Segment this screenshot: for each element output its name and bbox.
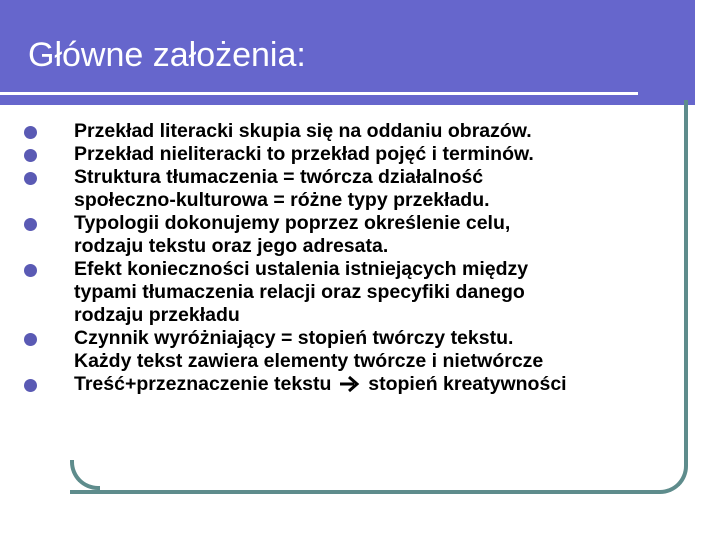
bullet-dot-icon	[24, 218, 37, 231]
bullet-dot-icon	[24, 379, 37, 392]
slide-title: Główne założenia:	[28, 36, 306, 74]
bullet-line: Przekład nieliteracki to przekład pojęć i terminów.	[74, 143, 534, 165]
bullet-line: Każdy tekst zawiera elementy twórcze i nietwórcze	[74, 350, 544, 372]
bullet-item	[24, 327, 684, 373]
bullet-list	[24, 120, 684, 396]
bullet-dot-icon	[24, 333, 37, 346]
bullet-dot-icon	[24, 172, 37, 185]
bullet-line: społeczno-kulturowa = różne typy przekładu.	[74, 189, 490, 211]
bullet-item	[24, 258, 684, 327]
bullet-line: Czynnik wyróżniający = stopień twórczy tekstu.	[74, 327, 514, 349]
bullet-line: Efekt konieczności ustalenia istniejących między	[74, 258, 529, 280]
bullet-dot-icon	[24, 126, 37, 139]
bullet-line: typami tłumaczenia relacji oraz specyfiki danego	[74, 281, 525, 303]
right-arrow-icon	[339, 375, 361, 393]
bullet-item	[24, 166, 684, 212]
bullet-line: Typologii dokonujemy poprzez określenie celu,	[74, 212, 511, 234]
bullet-line: rodzaju tekstu oraz jego adresata.	[74, 235, 389, 257]
last-bullet-text-before: Treść+przeznaczenie tekstu	[74, 373, 332, 395]
bullet-dot-icon	[24, 149, 37, 162]
bullet-item	[24, 120, 684, 143]
title-underline	[0, 92, 638, 95]
last-bullet-text-after: stopień kreatywności	[368, 373, 567, 395]
bullet-line	[74, 373, 684, 396]
bullet-line: Struktura tłumaczenia = twórcza działalność	[74, 166, 484, 188]
bullet-item	[24, 143, 684, 166]
bullet-line: rodzaju przekładu	[74, 304, 240, 326]
bullet-item	[24, 373, 684, 396]
bullet-line: Przekład literacki skupia się na oddaniu obrazów.	[74, 120, 532, 142]
bullet-dot-icon	[24, 264, 37, 277]
bullet-item	[24, 212, 684, 258]
